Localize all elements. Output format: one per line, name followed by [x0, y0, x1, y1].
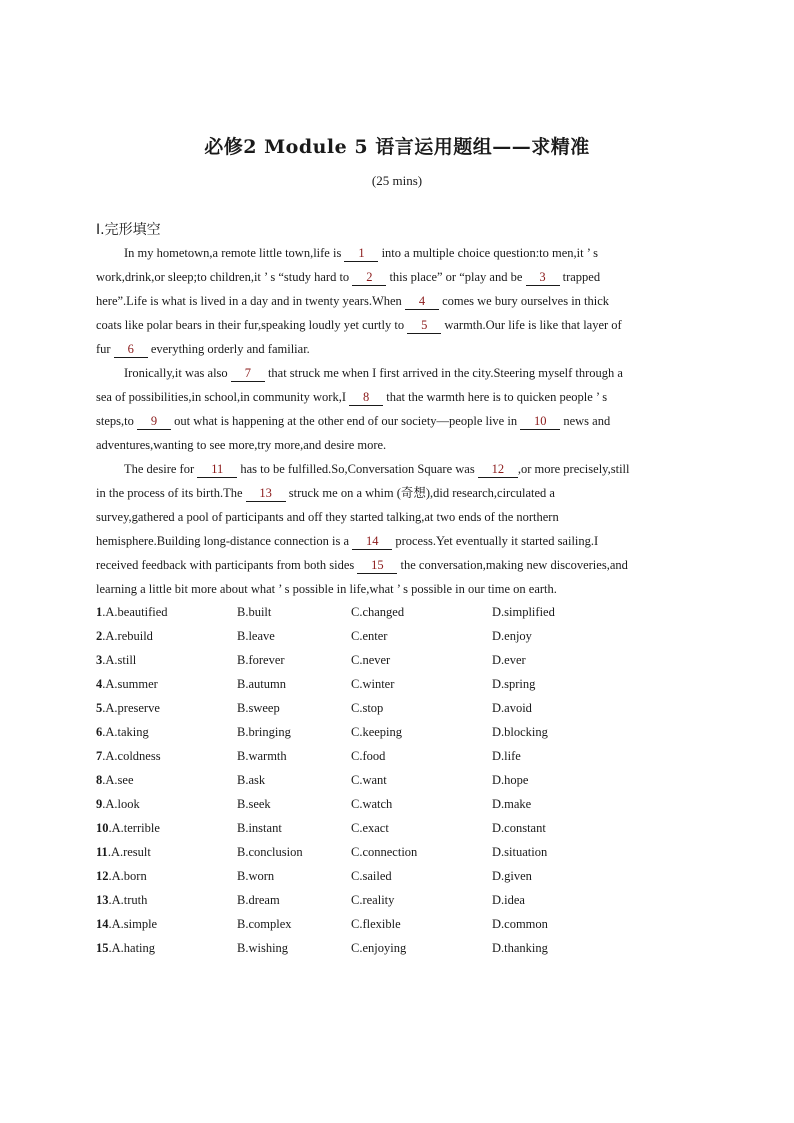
question-number: 7 — [96, 749, 103, 763]
question-number: 14 — [96, 917, 109, 931]
question-number: 15 — [96, 941, 109, 955]
question-number: 4 — [96, 677, 103, 691]
passage-text: warmth.Our life is like that layer of — [441, 318, 622, 332]
passage-text: learning a little bit more about what ’ s possible in life,what ’ s possible in our time on earth. — [96, 582, 557, 596]
passage-text: coats like polar bears in their fur,speaking loudly yet curtly to — [96, 318, 408, 332]
option-a[interactable] — [96, 840, 151, 864]
question-number: 11 — [96, 845, 108, 859]
passage-line — [96, 313, 692, 337]
passage-text: work,drink,or sleep;to children,it ’ s “study hard to — [96, 270, 353, 284]
option-a-text: .A.beautified — [102, 605, 168, 619]
passage-line — [96, 361, 692, 385]
passage-line — [96, 481, 692, 505]
passage-text: out what is happening at the other end of our society—people live in — [170, 414, 521, 428]
passage-line — [96, 409, 692, 433]
passage-text: The desire for — [124, 462, 198, 476]
option-c[interactable]: C.changed — [351, 605, 405, 619]
question-number: 9 — [96, 797, 103, 811]
section-heading: Ⅰ.完形填空 — [96, 222, 161, 238]
option-d[interactable]: D.common — [492, 917, 548, 931]
blank-9: 9 — [137, 413, 171, 430]
blank-2: 2 — [352, 269, 386, 286]
option-b[interactable]: B.forever — [237, 653, 285, 667]
passage-text: that the warmth here is to quicken people ’ s — [383, 390, 608, 404]
option-c[interactable]: C.never — [351, 653, 391, 667]
option-c[interactable]: C.stop — [351, 701, 384, 715]
option-c[interactable]: C.food — [351, 749, 386, 763]
passage-line — [96, 529, 692, 553]
answer-options — [96, 600, 696, 960]
option-b[interactable]: B.leave — [237, 629, 275, 643]
option-a[interactable] — [96, 792, 140, 816]
option-b[interactable]: B.wishing — [237, 941, 289, 955]
question-row — [96, 600, 696, 624]
question-row — [96, 864, 696, 888]
passage-text: this place” or “play and be — [386, 270, 526, 284]
question-row — [96, 672, 696, 696]
page-title: 必修2 Module 5 语言运用题组——求精准 — [204, 136, 590, 158]
option-a-text: .A.simple — [108, 917, 158, 931]
blank-14: 14 — [352, 533, 392, 550]
passage-line — [96, 265, 692, 289]
option-c[interactable]: C.connection — [351, 845, 418, 859]
question-number: 1 — [96, 605, 103, 619]
option-a-text: .A.terrible — [108, 821, 160, 835]
blank-12: 12 — [478, 461, 518, 478]
option-a-text: .A.hating — [108, 941, 156, 955]
passage-text: news and — [560, 414, 611, 428]
option-b[interactable]: B.conclusion — [237, 845, 303, 859]
blank-7: 7 — [231, 365, 265, 382]
question-row — [96, 792, 696, 816]
option-a[interactable] — [96, 672, 158, 696]
passage-line — [96, 385, 692, 409]
passage-text: steps,to — [96, 414, 137, 428]
option-c[interactable]: C.flexible — [351, 917, 401, 931]
question-row — [96, 768, 696, 792]
option-c[interactable]: C.enjoying — [351, 941, 407, 955]
passage-line — [96, 457, 692, 481]
passage-text: Ironically,it was also — [124, 366, 231, 380]
question-number: 3 — [96, 653, 103, 667]
option-c[interactable]: C.sailed — [351, 869, 392, 883]
question-row — [96, 912, 696, 936]
option-a[interactable] — [96, 864, 147, 888]
option-a[interactable] — [96, 912, 157, 936]
option-d[interactable]: D.blocking — [492, 725, 548, 739]
passage-text: received feedback with participants from both sides — [96, 558, 358, 572]
passage-text: trapped — [559, 270, 601, 284]
blank-5: 5 — [407, 317, 441, 334]
option-b[interactable]: B.warmth — [237, 749, 287, 763]
option-d[interactable]: D.hope — [492, 773, 529, 787]
option-d[interactable]: D.avoid — [492, 701, 532, 715]
option-c[interactable]: C.reality — [351, 893, 395, 907]
question-row — [96, 624, 696, 648]
question-number: 12 — [96, 869, 109, 883]
passage-text: fur — [96, 342, 114, 356]
passage-text: here”.Life is what is lived in a day and in twenty years.When — [96, 294, 405, 308]
passage-line — [96, 337, 692, 361]
question-number: 10 — [96, 821, 109, 835]
question-row — [96, 888, 696, 912]
blank-6: 6 — [114, 341, 148, 358]
option-b[interactable]: B.complex — [237, 917, 292, 931]
question-row — [96, 744, 696, 768]
passage-text: hemisphere.Building long-distance connection is a — [96, 534, 353, 548]
option-b[interactable]: B.dream — [237, 893, 280, 907]
option-d[interactable]: D.given — [492, 869, 532, 883]
passage-line — [96, 241, 692, 265]
option-d[interactable]: D.enjoy — [492, 629, 532, 643]
option-a-text: .A.look — [102, 797, 140, 811]
passage-line — [96, 553, 692, 577]
passage-text: the conversation,making new discoveries,and — [397, 558, 628, 572]
option-a-text: .A.truth — [108, 893, 148, 907]
option-d[interactable]: D.spring — [492, 677, 536, 691]
option-a-text: .A.rebuild — [102, 629, 153, 643]
option-b[interactable]: B.bringing — [237, 725, 291, 739]
option-a-text: .A.still — [102, 653, 137, 667]
passage-text: in the process of its birth.The — [96, 486, 246, 500]
option-a[interactable] — [96, 696, 160, 720]
question-row — [96, 840, 696, 864]
option-a[interactable] — [96, 624, 153, 648]
blank-3: 3 — [526, 269, 560, 286]
option-c[interactable]: C.want — [351, 773, 387, 787]
time-limit: (25 mins) — [371, 173, 423, 188]
option-b[interactable]: B.ask — [237, 773, 266, 787]
option-d[interactable]: D.situation — [492, 845, 548, 859]
option-a-text: .A.result — [107, 845, 151, 859]
passage-line — [96, 505, 692, 529]
question-number: 6 — [96, 725, 103, 739]
option-b[interactable]: B.instant — [237, 821, 282, 835]
passage-line — [96, 433, 692, 457]
option-a[interactable] — [96, 768, 134, 792]
passage-text: survey,gathered a pool of participants and off they started talking,at two ends of the northern — [96, 510, 559, 524]
passage-text: into a multiple choice question:to men,it ’ s — [378, 246, 598, 260]
blank-4: 4 — [405, 293, 439, 310]
passage-line — [96, 289, 692, 313]
question-row — [96, 648, 696, 672]
option-d[interactable]: D.life — [492, 749, 521, 763]
option-a-text: .A.summer — [102, 677, 158, 691]
option-a-text: .A.taking — [102, 725, 149, 739]
question-row — [96, 720, 696, 744]
option-b[interactable]: B.sweep — [237, 701, 280, 715]
passage-text: adventures,wanting to see more,try more,and desire more. — [96, 438, 387, 452]
option-a-text: .A.see — [102, 773, 134, 787]
blank-8: 8 — [349, 389, 383, 406]
option-b[interactable]: B.autumn — [237, 677, 286, 691]
blank-13: 13 — [246, 485, 286, 502]
option-d[interactable]: D.simplified — [492, 605, 555, 619]
passage-text: has to be fulfilled.So,Conversation Square was — [237, 462, 478, 476]
option-a[interactable] — [96, 720, 149, 744]
option-d[interactable]: D.ever — [492, 653, 526, 667]
passage-text: sea of possibilities,in school,in community work,I — [96, 390, 350, 404]
option-a-text: .A.born — [108, 869, 147, 883]
passage-text: process.Yet eventually it started sailing.I — [392, 534, 599, 548]
question-row — [96, 816, 696, 840]
option-a[interactable] — [96, 648, 136, 672]
question-number: 5 — [96, 701, 103, 715]
option-d[interactable]: D.idea — [492, 893, 525, 907]
question-number: 2 — [96, 629, 103, 643]
passage-line — [96, 577, 692, 601]
passage-text: In my hometown,a remote little town,life is — [124, 246, 345, 260]
question-number: 13 — [96, 893, 109, 907]
option-c[interactable]: C.winter — [351, 677, 395, 691]
option-d[interactable]: D.constant — [492, 821, 546, 835]
blank-1: 1 — [344, 245, 378, 262]
passage-text: struck me on a whim (奇想),did research,circulated a — [285, 486, 555, 500]
option-d[interactable]: D.thanking — [492, 941, 548, 955]
option-a-text: .A.coldness — [102, 749, 161, 763]
option-b[interactable]: B.seek — [237, 797, 271, 811]
option-c[interactable]: C.enter — [351, 629, 388, 643]
option-c[interactable]: C.exact — [351, 821, 389, 835]
option-b[interactable]: B.worn — [237, 869, 275, 883]
blank-15: 15 — [357, 557, 397, 574]
cloze-passage — [96, 241, 692, 601]
option-c[interactable]: C.keeping — [351, 725, 403, 739]
blank-10: 10 — [520, 413, 560, 430]
option-a-text: .A.preserve — [102, 701, 160, 715]
option-b[interactable]: B.built — [237, 605, 272, 619]
question-number: 8 — [96, 773, 103, 787]
passage-text: comes we bury ourselves in thick — [438, 294, 610, 308]
passage-text: ,or more precisely,still — [517, 462, 630, 476]
option-a[interactable] — [96, 888, 147, 912]
option-a[interactable] — [96, 744, 161, 768]
passage-text: that struck me when I first arrived in the city.Steering myself through a — [264, 366, 623, 380]
question-row — [96, 696, 696, 720]
passage-text: everything orderly and familiar. — [147, 342, 310, 356]
option-c[interactable]: C.watch — [351, 797, 393, 811]
option-d[interactable]: D.make — [492, 797, 532, 811]
option-a[interactable] — [96, 816, 160, 840]
blank-11: 11 — [197, 461, 237, 478]
question-row — [96, 936, 696, 960]
option-a[interactable] — [96, 600, 168, 624]
option-a[interactable] — [96, 936, 155, 960]
